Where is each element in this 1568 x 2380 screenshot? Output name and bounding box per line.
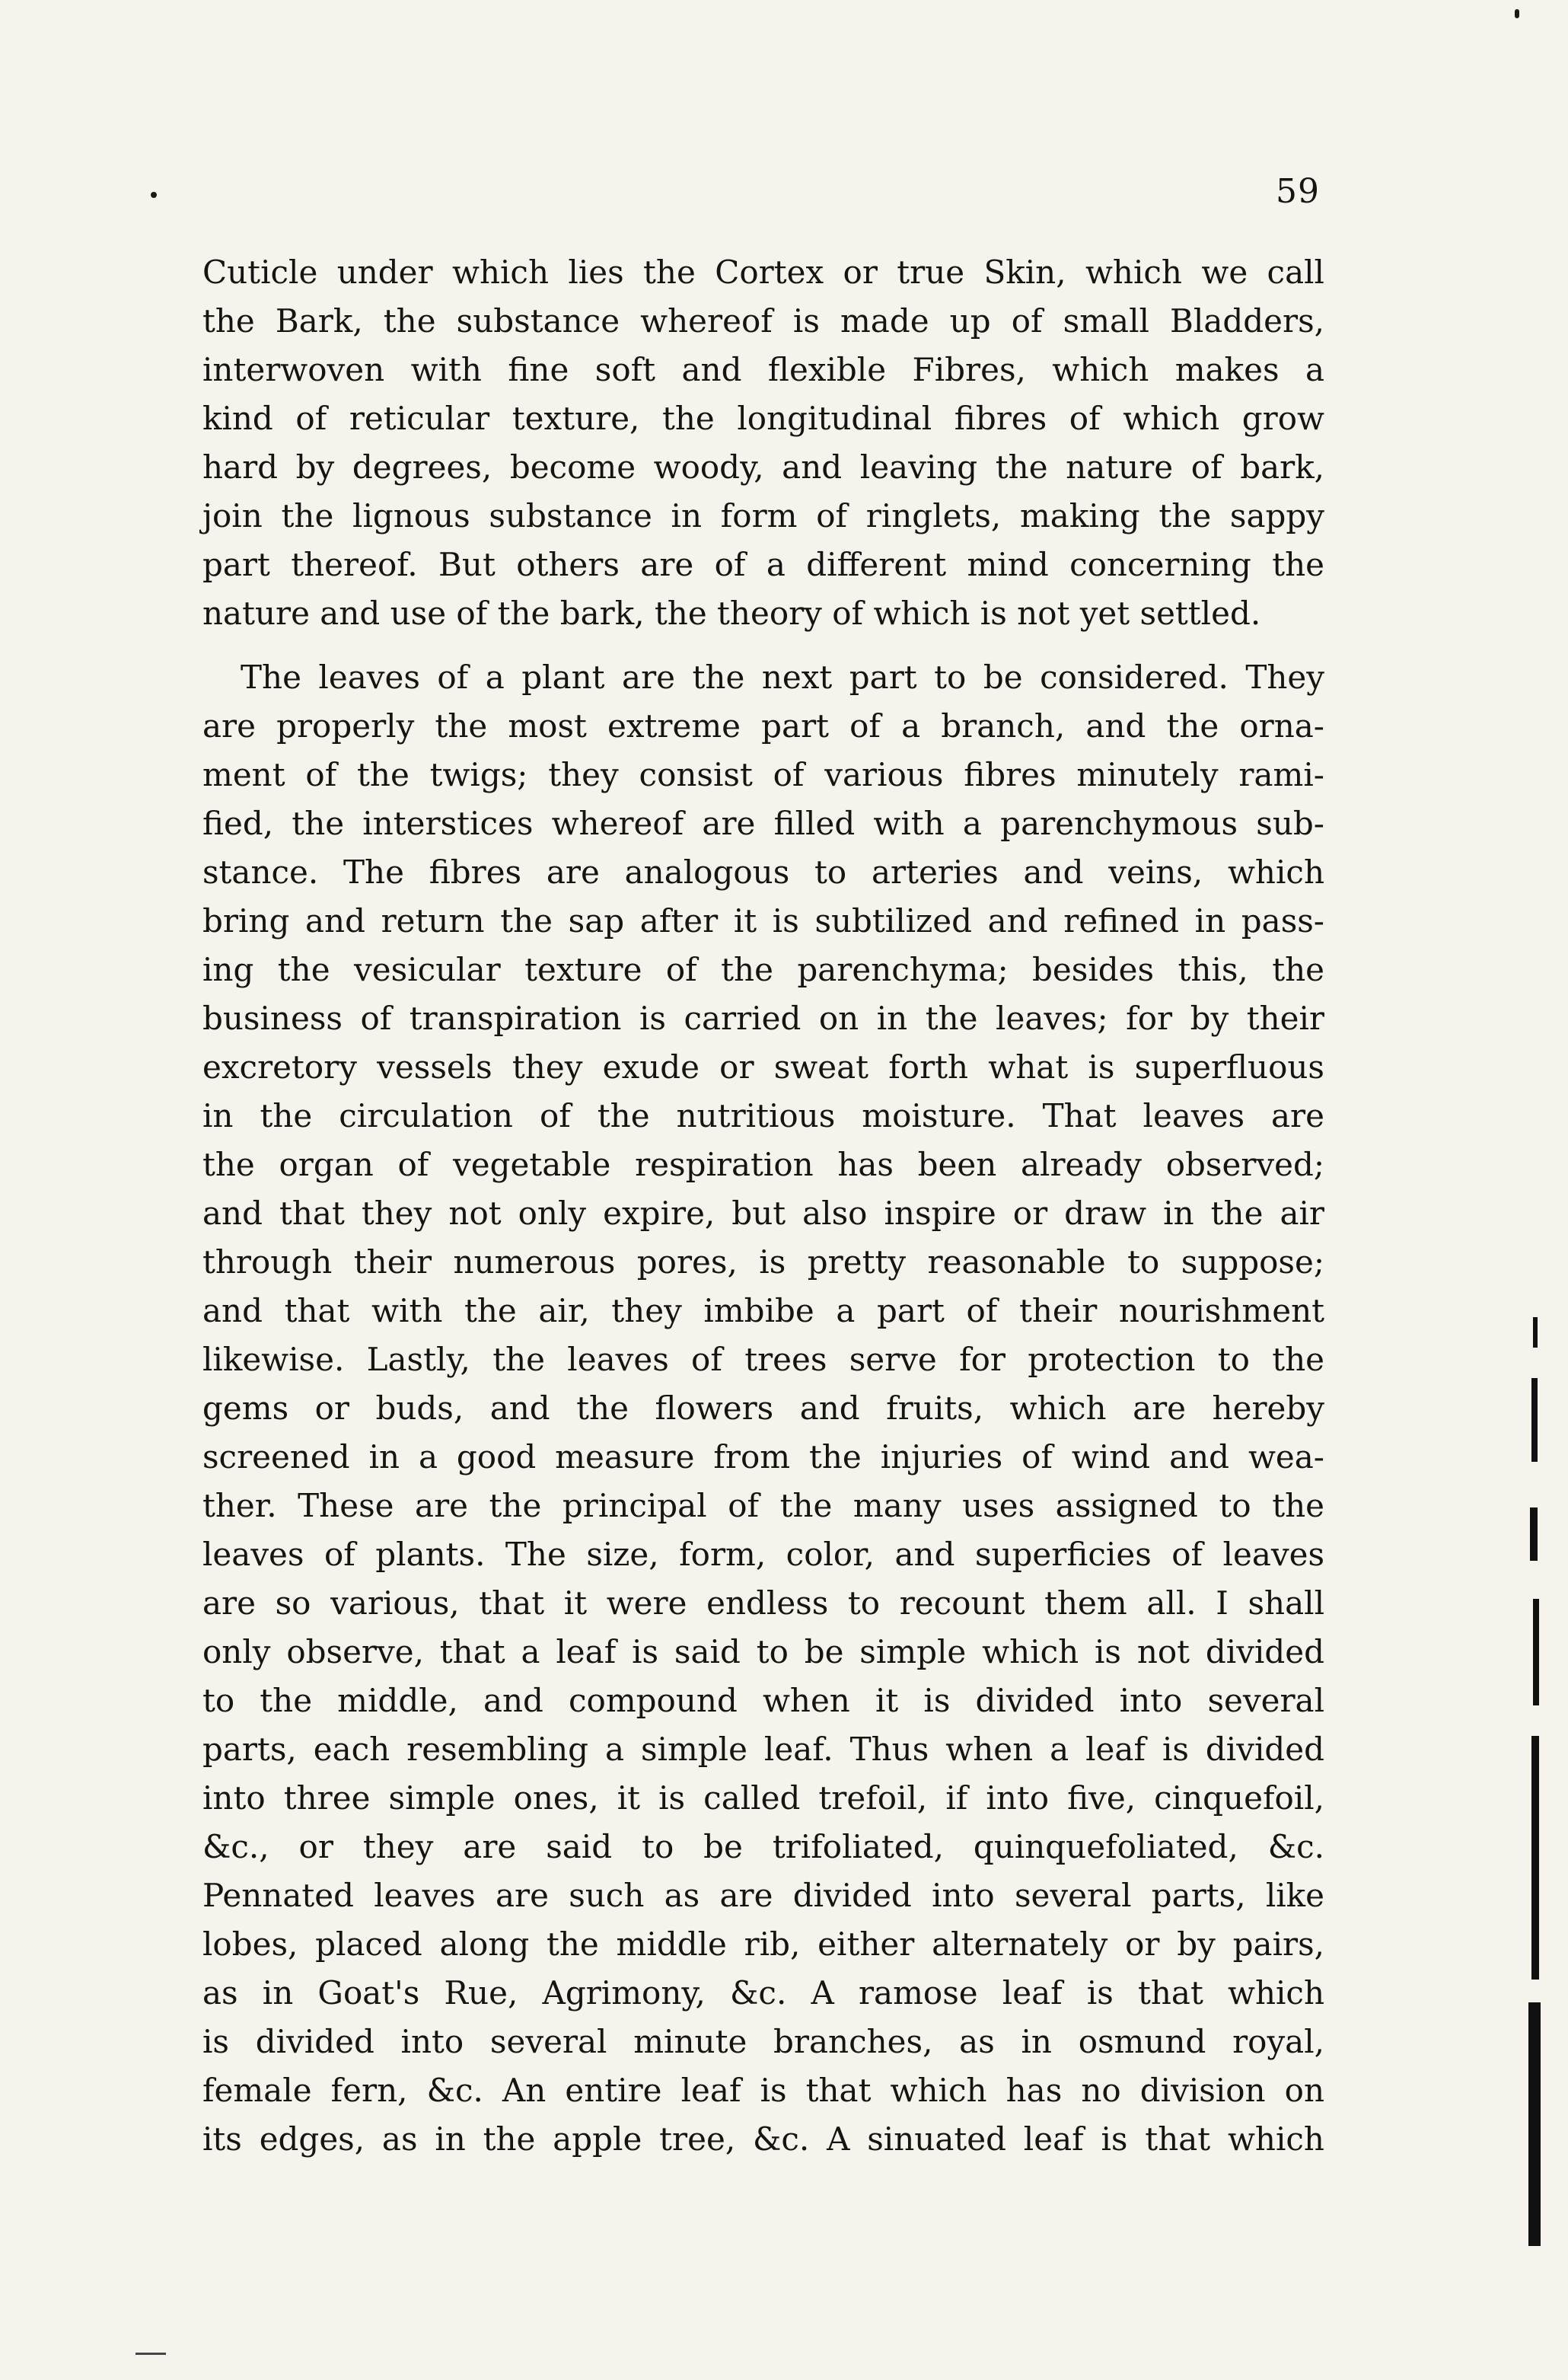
page-body: [202, 248, 1324, 2164]
text-line: female fern, &c. An entire leaf is that which has no division on: [202, 2072, 1324, 2109]
edge-mark: [1533, 1599, 1539, 1705]
text-line: its edges, as in the apple tree, &c. A sinuated leaf is that which: [202, 2120, 1324, 2158]
text-line: are so various, that it were endless to recount them all. I shall: [202, 1584, 1324, 1622]
binding-edge-shadow: [1522, 1066, 1548, 2246]
text-line: fied, the interstices whereof are filled with a parenchymous sub-: [202, 805, 1324, 842]
text-line: and that they not only expire, but also inspire or draw in the air: [202, 1195, 1324, 1232]
paragraph-bark: [202, 248, 1324, 638]
text-line: likewise. Lastly, the leaves of trees serve for protection to the: [202, 1341, 1324, 1378]
text-line: join the lignous substance in form of ringlets, making the sappy: [202, 497, 1324, 534]
text-line: excretory vessels they exude or sweat forth what is superfluous: [202, 1048, 1324, 1086]
edge-mark: [1531, 1736, 1539, 1980]
edge-mark: [1530, 1507, 1538, 1561]
page-number: 59: [1276, 172, 1320, 211]
text-line: interwoven with fine soft and flexible Fibres, which makes a: [202, 351, 1324, 388]
edge-mark: [1531, 1378, 1538, 1462]
text-line: &c., or they are said to be trifoliated, quinquefoliated, &c.: [202, 1828, 1324, 1865]
text-line: hard by degrees, become woody, and leaving the nature of bark,: [202, 448, 1324, 486]
text-line: gems or buds, and the flowers and fruits, which are hereby: [202, 1389, 1324, 1427]
text-line: kind of reticular texture, the longitudinal fibres of which grow: [202, 400, 1324, 437]
text-line: through their numerous pores, is pretty reasonable to suppose;: [202, 1243, 1324, 1281]
text-line: as in Goat's Rue, Agrimony, &c. A ramose leaf is that which: [202, 1974, 1324, 2012]
text-line: and that with the air, they imbibe a part of their nourishment: [202, 1292, 1324, 1329]
text-line: ment of the twigs; they consist of various fibres minutely rami-: [202, 756, 1324, 793]
text-line: ing the vesicular texture of the parenchyma; besides this, the: [202, 951, 1324, 988]
text-line: nature and use of the bark, the theory of which is not yet settled.: [202, 595, 1261, 632]
text-line: screened in a good measure from the injuries of wind and wea-: [202, 1438, 1324, 1476]
scan-speck-top: [1515, 9, 1519, 18]
text-line: Pennated leaves are such as are divided into several parts, like: [202, 1877, 1324, 1914]
text-line: into three simple ones, it is called trefoil, if into five, cinquefoil,: [202, 1779, 1324, 1817]
paragraph-leaves: [202, 653, 1324, 2164]
text-line: the Bark, the substance whereof is made up of small Bladders,: [202, 302, 1324, 340]
text-line: stance. The fibres are analogous to arteries and veins, which: [202, 853, 1324, 891]
text-line: in the circulation of the nutritious moisture. That leaves are: [202, 1097, 1324, 1134]
text-line: business of transpiration is carried on in the leaves; for by their: [202, 1000, 1324, 1037]
scan-speck-left: [151, 192, 157, 198]
text-line: only observe, that a leaf is said to be simple which is not divided: [202, 1633, 1324, 1670]
text-line: leaves of plants. The size, form, color, and superficies of leaves: [202, 1536, 1324, 1573]
text-line: are properly the most extreme part of a branch, and the orna-: [202, 707, 1324, 745]
text-line: is divided into several minute branches, as in osmund royal,: [202, 2023, 1324, 2060]
text-line: lobes, placed along the middle rib, either alternately or by pairs,: [202, 1925, 1324, 1963]
text-line: the organ of vegetable respiration has been already observed;: [202, 1146, 1324, 1183]
edge-mark: [1528, 2002, 1541, 2246]
text-line: parts, each resembling a simple leaf. Thus when a leaf is divided: [202, 1731, 1324, 1768]
text-line: Cuticle under which lies the Cortex or true Skin, which we call: [202, 254, 1324, 291]
edge-mark: [1533, 1317, 1538, 1348]
text-line: ther. These are the principal of the many uses assigned to the: [202, 1487, 1324, 1524]
scan-speck-bottom: [135, 2353, 166, 2355]
text-line: bring and return the sap after it is subtilized and refined in pass-: [202, 902, 1324, 940]
text-line: to the middle, and compound when it is divided into several: [202, 1682, 1324, 1719]
text-line: part thereof. But others are of a different mind concerning the: [202, 546, 1324, 583]
text-line: The leaves of a plant are the next part to be considered. They: [241, 659, 1324, 696]
